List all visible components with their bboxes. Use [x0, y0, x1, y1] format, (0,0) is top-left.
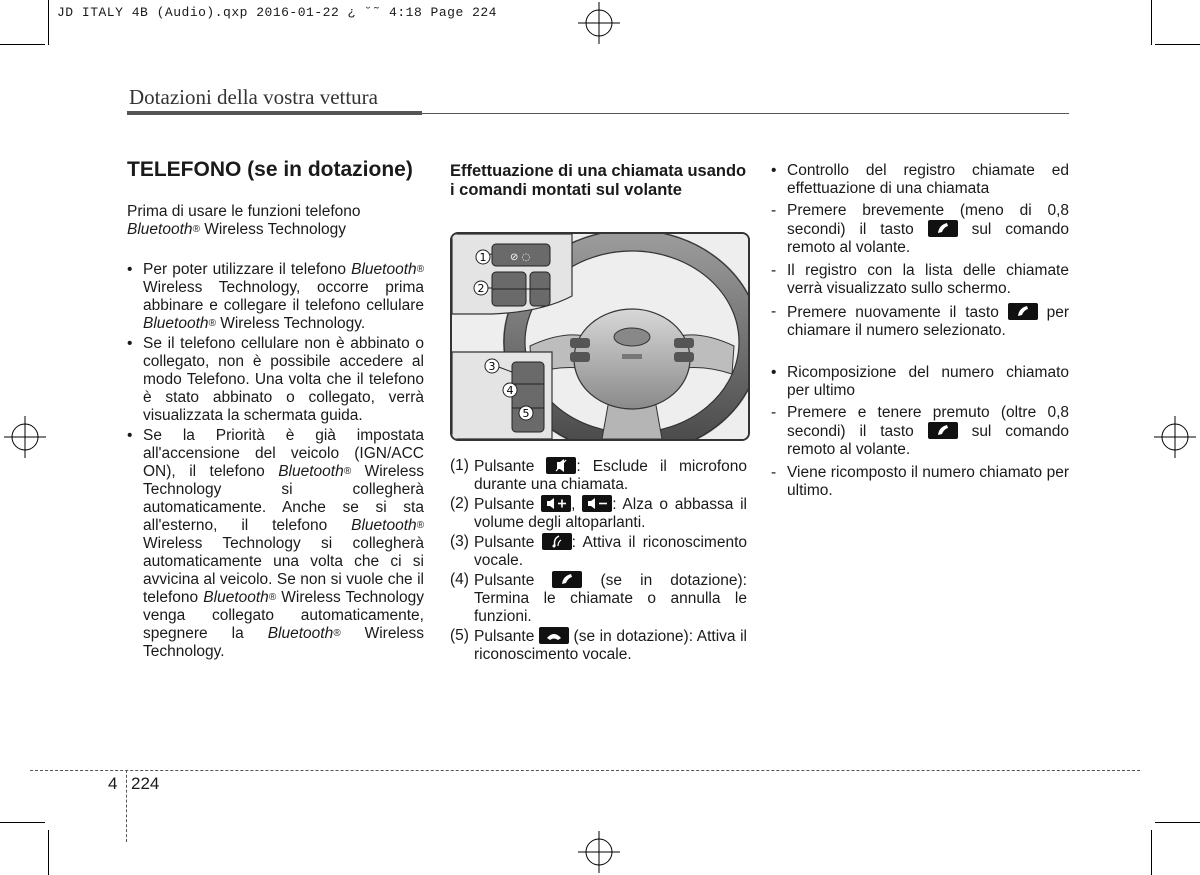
phone-call-icon [928, 220, 958, 237]
step-redialed: - Viene ricomposto il numero chiamato per ultimo. [771, 464, 1069, 500]
step-short-press: - Premere brevemente (meno di 0,8 secondi) il tasto sul comando remoto al volante. [771, 202, 1069, 257]
intro-text: Prima di usare le funzioni telefono Bluetooth® Wireless Technology [127, 203, 361, 238]
column-3 [771, 162, 1069, 500]
list-item-mute: (1) Pulsante : Esclude il microfono durante una chiamata. [450, 457, 748, 493]
voice-recognition-icon [542, 533, 572, 550]
column-1 [127, 158, 424, 661]
volume-down-icon [582, 495, 612, 512]
list-item-hangup: (5) Pulsante (se in dotazione): Attiva il riconoscimento vocale. [450, 627, 747, 663]
footer-rule [30, 770, 1140, 771]
callout-1: 1 [479, 251, 487, 264]
chapter-number: 4 [108, 774, 118, 793]
volume-up-icon [541, 495, 571, 512]
registration-mark-top [578, 2, 620, 44]
steering-wheel-illustration [450, 232, 750, 441]
svg-text:⊘ ◌: ⊘ ◌ [510, 252, 531, 263]
step-call-log-shown: - Il registro con la lista delle chiamate verrà visualizzato sullo schermo. [771, 262, 1069, 298]
section-header: Dotazioni della vostra vettura [129, 85, 378, 109]
column-2 [450, 162, 747, 200]
callout-3: 3 [488, 360, 496, 373]
phone-hangup-icon [539, 627, 569, 644]
phone-call-icon [928, 422, 958, 439]
phone-call-icon [1008, 303, 1038, 320]
step-long-press: - Premere e tenere premuto (oltre 0,8 secondi) il tasto sul comando remoto al volante. [771, 404, 1069, 459]
bullet-priority: • Se la Priorità è già impostata all'accensione del veicolo (IGN/ACC ON), il telefono Bluetooth® Wireless Technology si collegherà automaticamente. Anche se si sta all'esterno, il telefono Bluetooth® Wireless Technology si collegherà automaticamente una volta che ci si avvicina al veicolo. Se non si vuole che il telefono Bluetooth® Wireless Technology venga collegato automaticamente, spegnere la Bluetooth® Wireless Technology. [127, 427, 424, 661]
list-item-call: (4) Pulsante (se in dotazione): Termina le chiamate o annulla le funzioni. [450, 571, 747, 625]
step-press-again: - Premere nuovamente il tasto per chiamare il numero selezionato. [771, 303, 1069, 340]
callout-4: 4 [506, 384, 514, 397]
callout-5: 5 [522, 407, 530, 420]
bullet-not-paired: • Se il telefono cellulare non è abbinato o collegato, non è possibile accedere al modo Telefono. Una volta che il telefono è stato abbinato o collegato, verrà visualizzata la schermata guida. [127, 335, 424, 425]
callout-2: 2 [477, 282, 485, 295]
registration-mark-right [1154, 416, 1196, 458]
registration-mark-bottom [578, 831, 620, 873]
print-header: JD ITALY 4B (Audio).qxp 2016-01-22 ¿ ˘˜ 4:18 Page 224 [57, 5, 497, 20]
subsection-title: Effettuazione di una chiamata usando i comandi montati sul volante [450, 162, 747, 199]
section-title: TELEFONO (se in dotazione) [127, 158, 413, 181]
phone-call-icon [552, 571, 582, 588]
bullet-call-log: • Controllo del registro chiamate ed effettuazione di una chiamata [771, 162, 1069, 198]
list-item-volume: (2) Pulsante , : Alza o abbassa il volume degli altoparlanti. [450, 495, 747, 531]
bullet-redial: • Ricomposizione del numero chiamato per ultimo [771, 364, 1069, 400]
header-rule-thin [422, 113, 1069, 114]
header-rule-thick [127, 111, 422, 115]
page-number: 224 [131, 774, 160, 793]
list-item-voice: (3) Pulsante : Attiva il riconoscimento vocale. [450, 533, 748, 569]
footer-divider [126, 770, 127, 842]
button-list [450, 457, 747, 664]
mute-icon [546, 457, 576, 474]
registration-mark-left [4, 416, 46, 458]
bullet-pairing: • Per poter utilizzare il telefono Bluetooth® Wireless Technology, occorre prima abbinare e collegare il telefono cellulare Bluetooth® Wireless Technology. [127, 261, 424, 333]
